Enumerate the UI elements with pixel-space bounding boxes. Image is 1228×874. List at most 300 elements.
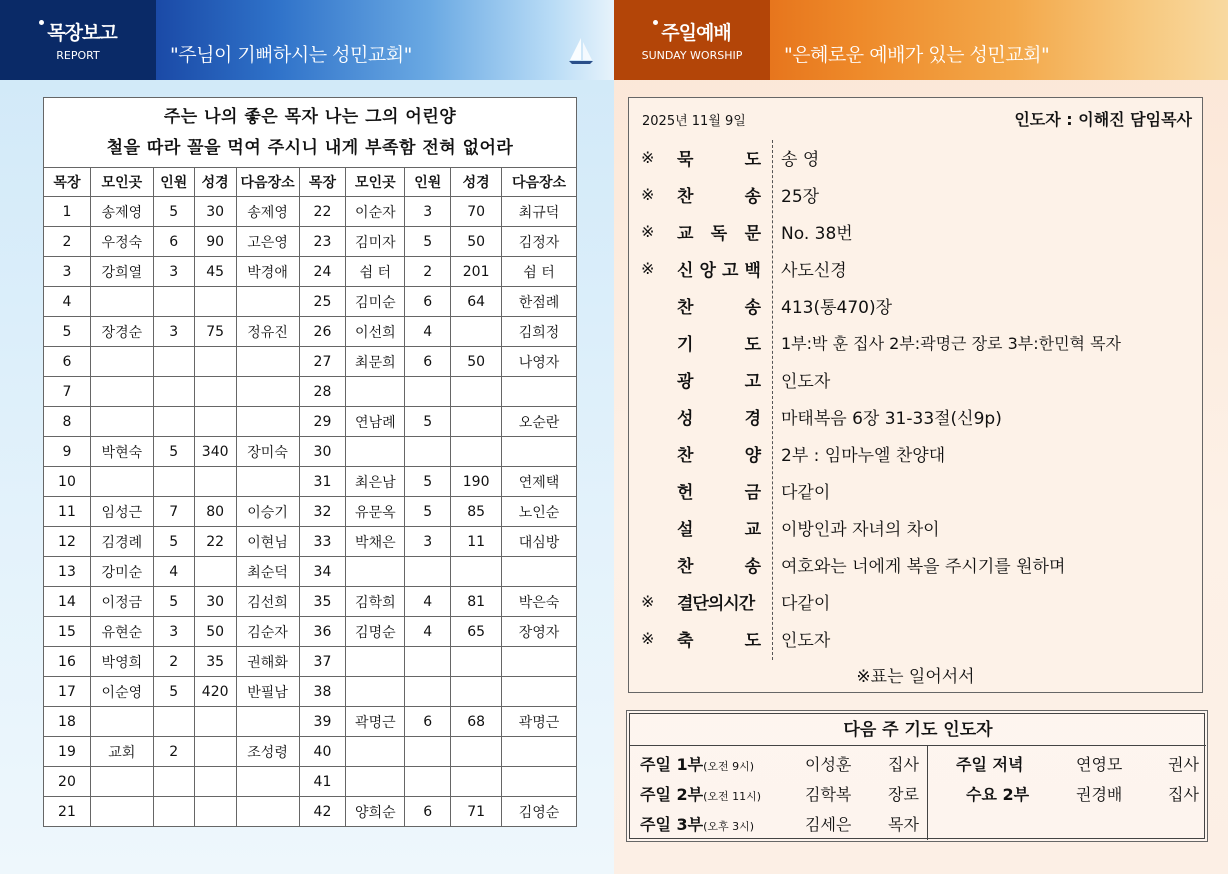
table-cell: 2 xyxy=(44,227,91,257)
table-row xyxy=(44,227,577,257)
table-cell: 6 xyxy=(405,707,451,737)
table-cell: 70 xyxy=(451,197,502,227)
table-cell xyxy=(153,407,194,437)
worship-slogan: "은혜로운 예배가 있는 성민교회" xyxy=(784,44,1050,66)
table-cell: 한점례 xyxy=(502,287,577,317)
prayer-service-time: (오전 9시) xyxy=(703,760,755,773)
order-item-value: 인도자 xyxy=(781,371,831,392)
table-cell: 13 xyxy=(44,557,91,587)
table-cell: 50 xyxy=(451,347,502,377)
table-cell: 5 xyxy=(405,407,451,437)
table-cell: 20 xyxy=(44,767,91,797)
table-cell: 연제택 xyxy=(502,467,577,497)
table-cell xyxy=(90,467,153,497)
order-item-value: 마태복음 6장 31-33절(신9p) xyxy=(781,408,1002,429)
order-item xyxy=(629,435,1202,471)
table-row xyxy=(44,557,577,587)
psalm-verse xyxy=(43,97,577,167)
table-cell: 박은숙 xyxy=(502,587,577,617)
order-item xyxy=(629,139,1202,175)
table-cell: 오순란 xyxy=(502,407,577,437)
table-cell: 5 xyxy=(153,527,194,557)
table-cell: 3 xyxy=(153,257,194,287)
table-cell xyxy=(451,557,502,587)
table-cell xyxy=(194,407,236,437)
table-row xyxy=(44,497,577,527)
order-item-value: 이방인과 자녀의 차이 xyxy=(781,519,940,540)
table-row xyxy=(44,467,577,497)
table-cell xyxy=(153,347,194,377)
table-cell: 50 xyxy=(194,617,236,647)
verse-line-1: 주는 나의 좋은 목자 나는 그의 어린양 xyxy=(163,106,457,127)
table-cell xyxy=(405,437,451,467)
table-cell: 이순영 xyxy=(90,677,153,707)
table-cell: 35 xyxy=(194,647,236,677)
table-row xyxy=(44,407,577,437)
prayer-service-name: 주일 저녁 xyxy=(956,755,1024,774)
prayer-leader-name: 권경배 xyxy=(1076,785,1123,804)
order-item xyxy=(629,213,1202,249)
table-cell: 201 xyxy=(451,257,502,287)
table-cell: 15 xyxy=(44,617,91,647)
dot-icon xyxy=(39,20,44,25)
prayer-service-time: (오후 3시) xyxy=(703,820,755,833)
table-cell: 강희열 xyxy=(90,257,153,287)
table-cell xyxy=(451,407,502,437)
table-row xyxy=(44,677,577,707)
table-cell: 이순자 xyxy=(346,197,405,227)
table-row xyxy=(44,797,577,827)
prayer-service-name: 주일 3부 xyxy=(640,815,704,834)
order-item xyxy=(629,620,1202,656)
table-row xyxy=(44,347,577,377)
table-cell: 11 xyxy=(44,497,91,527)
table-cell: 고은영 xyxy=(236,227,299,257)
table-cell: 3 xyxy=(153,317,194,347)
table-cell: 김희정 xyxy=(502,317,577,347)
table-cell: 50 xyxy=(451,227,502,257)
table-row xyxy=(44,377,577,407)
order-item-value: 413(통470)장 xyxy=(781,297,893,318)
worship-order-box xyxy=(628,97,1203,693)
table-cell: 유현순 xyxy=(90,617,153,647)
table-cell xyxy=(194,797,236,827)
table-cell: 김경례 xyxy=(90,527,153,557)
table-cell: 6 xyxy=(405,797,451,827)
roster-header-cell: 다음장소 xyxy=(236,168,299,197)
table-cell: 유문옥 xyxy=(346,497,405,527)
order-item xyxy=(629,250,1202,286)
table-row xyxy=(44,317,577,347)
table-cell: 강미순 xyxy=(90,557,153,587)
table-cell: 31 xyxy=(299,467,346,497)
order-item-value: 여호와는 너에게 복을 주시기를 원하며 xyxy=(781,556,1066,577)
table-cell: 30 xyxy=(194,587,236,617)
table-cell: 반필남 xyxy=(236,677,299,707)
table-cell xyxy=(236,287,299,317)
order-item-label: 설 교 xyxy=(677,519,761,540)
table-cell: 16 xyxy=(44,647,91,677)
order-item-value: 2부 : 임마누엘 찬양대 xyxy=(781,445,946,466)
table-cell: 34 xyxy=(299,557,346,587)
table-cell xyxy=(405,647,451,677)
table-cell xyxy=(346,677,405,707)
table-cell xyxy=(346,647,405,677)
prayer-leader-role: 권사 xyxy=(1168,755,1199,774)
table-cell: 최문희 xyxy=(346,347,405,377)
table-cell: 나영자 xyxy=(502,347,577,377)
table-cell: 박경애 xyxy=(236,257,299,287)
prayer-service xyxy=(640,780,761,810)
table-row xyxy=(44,707,577,737)
table-cell: 5 xyxy=(153,587,194,617)
table-cell xyxy=(502,377,577,407)
prayer-divider xyxy=(927,746,928,840)
table-cell xyxy=(405,737,451,767)
table-cell: 36 xyxy=(299,617,346,647)
table-cell: 김정자 xyxy=(502,227,577,257)
order-item xyxy=(629,398,1202,434)
table-cell: 5 xyxy=(44,317,91,347)
table-cell xyxy=(194,287,236,317)
order-item-label: 신 앙 고 백 xyxy=(677,260,761,281)
table-row xyxy=(44,737,577,767)
report-badge xyxy=(0,0,156,80)
service-date: 2025년 11월 9일 xyxy=(642,114,746,129)
table-cell: 곽명근 xyxy=(502,707,577,737)
order-item-label: 찬 송 xyxy=(677,186,761,207)
table-cell: 4 xyxy=(405,317,451,347)
table-cell xyxy=(451,377,502,407)
table-cell xyxy=(346,737,405,767)
worship-badge xyxy=(614,0,770,80)
table-cell: 5 xyxy=(153,197,194,227)
table-cell: 80 xyxy=(194,497,236,527)
roster-header-cell: 성경 xyxy=(194,168,236,197)
table-cell xyxy=(90,377,153,407)
order-item xyxy=(629,583,1202,619)
table-cell: 27 xyxy=(299,347,346,377)
table-cell: 8 xyxy=(44,407,91,437)
table-cell: 30 xyxy=(299,437,346,467)
order-item-label: 성 경 xyxy=(677,408,761,429)
table-cell: 김미자 xyxy=(346,227,405,257)
table-cell: 10 xyxy=(44,467,91,497)
table-cell: 12 xyxy=(44,527,91,557)
order-item-value: 인도자 xyxy=(781,630,831,651)
table-cell: 송제영 xyxy=(236,197,299,227)
table-cell xyxy=(346,437,405,467)
table-cell xyxy=(90,767,153,797)
table-cell: 19 xyxy=(44,737,91,767)
order-item-label: 축 도 xyxy=(677,630,761,651)
table-row xyxy=(44,617,577,647)
report-badge-subtitle: REPORT xyxy=(56,49,100,62)
table-cell xyxy=(405,677,451,707)
table-cell: 37 xyxy=(299,647,346,677)
table-cell xyxy=(451,737,502,767)
table-row xyxy=(44,527,577,557)
prayer-leader-name: 이성훈 xyxy=(805,755,852,774)
table-cell xyxy=(502,677,577,707)
roster-header-cell: 성경 xyxy=(451,168,502,197)
stand-mark: ※ xyxy=(641,258,655,278)
report-banner xyxy=(0,0,614,80)
table-cell: 42 xyxy=(299,797,346,827)
roster-header-cell: 모인곳 xyxy=(90,168,153,197)
prayer-leader-role: 집사 xyxy=(1168,785,1199,804)
prayer-leaders-title: 다음 주 기도 인도자 xyxy=(630,714,1206,746)
table-cell: 대심방 xyxy=(502,527,577,557)
table-row xyxy=(44,287,577,317)
table-cell xyxy=(451,317,502,347)
table-cell xyxy=(194,767,236,797)
table-cell: 32 xyxy=(299,497,346,527)
order-item-value: 25장 xyxy=(781,186,820,207)
table-cell xyxy=(153,707,194,737)
table-row xyxy=(44,767,577,797)
table-row xyxy=(44,257,577,287)
table-cell: 3 xyxy=(405,527,451,557)
roster-header-cell: 다음장소 xyxy=(502,168,577,197)
table-cell: 박채은 xyxy=(346,527,405,557)
table-cell xyxy=(153,467,194,497)
table-cell: 65 xyxy=(451,617,502,647)
table-cell: 35 xyxy=(299,587,346,617)
prayer-leader-name: 김학복 xyxy=(805,785,852,804)
table-cell xyxy=(236,467,299,497)
table-cell: 장미숙 xyxy=(236,437,299,467)
table-cell: 우정숙 xyxy=(90,227,153,257)
table-cell: 김명순 xyxy=(346,617,405,647)
order-item-label: 결단의시간 xyxy=(677,593,755,614)
table-cell: 29 xyxy=(299,407,346,437)
table-cell xyxy=(236,407,299,437)
table-cell: 6 xyxy=(405,347,451,377)
table-cell xyxy=(451,437,502,467)
order-item xyxy=(629,361,1202,397)
table-cell: 김영순 xyxy=(502,797,577,827)
table-cell: 이정금 xyxy=(90,587,153,617)
table-cell xyxy=(153,767,194,797)
stand-mark: ※ xyxy=(641,147,655,167)
table-cell: 쉼 터 xyxy=(346,257,405,287)
table-cell: 85 xyxy=(451,497,502,527)
table-cell: 김미순 xyxy=(346,287,405,317)
table-cell xyxy=(451,647,502,677)
table-cell xyxy=(502,647,577,677)
worship-badge-subtitle: SUNDAY WORSHIP xyxy=(641,49,743,62)
prayer-leader-name: 연영모 xyxy=(1076,755,1123,774)
table-cell: 5 xyxy=(405,227,451,257)
prayer-leader-role: 장로 xyxy=(888,785,919,804)
order-item-value: 다같이 xyxy=(781,593,831,614)
prayer-service xyxy=(640,810,754,840)
table-cell: 25 xyxy=(299,287,346,317)
table-cell: 22 xyxy=(194,527,236,557)
table-cell xyxy=(405,557,451,587)
order-item-value: 사도신경 xyxy=(781,260,847,281)
table-cell: 3 xyxy=(44,257,91,287)
prayer-service-name: 주일 2부 xyxy=(640,785,704,804)
roster-header-cell: 인원 xyxy=(153,168,194,197)
table-cell: 5 xyxy=(153,437,194,467)
table-cell: 박현숙 xyxy=(90,437,153,467)
table-cell: 28 xyxy=(299,377,346,407)
order-item xyxy=(629,287,1202,323)
table-cell: 이선희 xyxy=(346,317,405,347)
table-cell: 40 xyxy=(299,737,346,767)
table-cell xyxy=(405,377,451,407)
verse-line-2: 철을 따라 꼴을 먹여 주시니 내게 부족함 전혀 없어라 xyxy=(106,137,514,158)
table-cell xyxy=(194,557,236,587)
table-row xyxy=(44,437,577,467)
table-cell: 81 xyxy=(451,587,502,617)
table-cell: 45 xyxy=(194,257,236,287)
table-cell xyxy=(194,347,236,377)
order-item xyxy=(629,546,1202,582)
table-cell: 박영희 xyxy=(90,647,153,677)
stand-mark: ※ xyxy=(641,221,655,241)
table-cell: 21 xyxy=(44,797,91,827)
roster-header-cell: 모인곳 xyxy=(346,168,405,197)
table-cell: 24 xyxy=(299,257,346,287)
order-item-value: 송 영 xyxy=(781,149,820,170)
stand-note: ※표는 일어서서 xyxy=(856,667,975,687)
order-item xyxy=(629,324,1202,360)
report-slogan: "주님이 기뻐하시는 성민교회" xyxy=(170,44,412,66)
prayer-service-name: 수요 2부 xyxy=(966,785,1030,804)
table-cell: 연남례 xyxy=(346,407,405,437)
prayer-service xyxy=(640,750,754,780)
table-cell: 190 xyxy=(451,467,502,497)
table-cell: 6 xyxy=(153,227,194,257)
table-cell: 90 xyxy=(194,227,236,257)
table-cell: 4 xyxy=(405,617,451,647)
table-cell: 4 xyxy=(153,557,194,587)
table-cell xyxy=(502,437,577,467)
table-cell: 정유진 xyxy=(236,317,299,347)
table-cell: 33 xyxy=(299,527,346,557)
roster-header-row xyxy=(44,168,577,197)
table-cell: 김선희 xyxy=(236,587,299,617)
order-item-label: 기 도 xyxy=(677,334,761,355)
table-cell xyxy=(236,347,299,377)
table-cell xyxy=(502,767,577,797)
order-item-label: 광 고 xyxy=(677,371,761,392)
worship-banner xyxy=(614,0,1228,80)
table-cell xyxy=(90,347,153,377)
order-item-value: 1부:박 훈 집사 2부:곽명근 장로 3부:한민혁 목자 xyxy=(781,333,1121,353)
table-cell: 4 xyxy=(44,287,91,317)
table-cell xyxy=(502,557,577,587)
prayer-service-time: (오전 11시) xyxy=(703,790,762,803)
table-cell: 최규덕 xyxy=(502,197,577,227)
roster-header-cell: 인원 xyxy=(405,168,451,197)
table-cell xyxy=(153,287,194,317)
table-cell xyxy=(502,737,577,767)
table-cell xyxy=(236,377,299,407)
table-cell xyxy=(346,377,405,407)
table-cell: 이승기 xyxy=(236,497,299,527)
table-cell: 김학희 xyxy=(346,587,405,617)
prayer-leader-role: 목자 xyxy=(888,815,919,834)
table-cell: 18 xyxy=(44,707,91,737)
table-cell: 김순자 xyxy=(236,617,299,647)
table-row xyxy=(44,647,577,677)
table-cell xyxy=(194,377,236,407)
table-cell: 5 xyxy=(405,467,451,497)
table-cell xyxy=(153,377,194,407)
prayer-leader-name: 김세은 xyxy=(805,815,852,834)
prayer-leaders-box xyxy=(626,710,1208,842)
table-cell xyxy=(194,467,236,497)
table-cell: 17 xyxy=(44,677,91,707)
table-cell: 38 xyxy=(299,677,346,707)
table-cell xyxy=(194,737,236,767)
order-item-label: 헌 금 xyxy=(677,482,761,503)
table-cell: 최은남 xyxy=(346,467,405,497)
roster-table xyxy=(43,167,577,827)
table-cell: 장영자 xyxy=(502,617,577,647)
roster-header-cell: 목장 xyxy=(44,168,91,197)
table-cell: 9 xyxy=(44,437,91,467)
table-cell xyxy=(90,287,153,317)
cell-report-table xyxy=(43,97,577,827)
table-cell: 권해화 xyxy=(236,647,299,677)
table-cell: 2 xyxy=(153,647,194,677)
table-cell: 71 xyxy=(451,797,502,827)
service-leader: 인도자 : 이해진 담임목사 xyxy=(1014,110,1192,129)
table-cell: 11 xyxy=(451,527,502,557)
table-cell: 노인순 xyxy=(502,497,577,527)
table-cell: 6 xyxy=(44,347,91,377)
order-item-label: 교 독 문 xyxy=(677,223,761,244)
table-cell: 임성근 xyxy=(90,497,153,527)
table-cell: 420 xyxy=(194,677,236,707)
table-cell xyxy=(90,707,153,737)
table-cell: 4 xyxy=(405,587,451,617)
table-cell: 장경순 xyxy=(90,317,153,347)
table-cell: 340 xyxy=(194,437,236,467)
order-item-label: 찬 양 xyxy=(677,445,761,466)
table-cell: 조성령 xyxy=(236,737,299,767)
table-cell xyxy=(346,767,405,797)
table-cell xyxy=(236,767,299,797)
table-cell: 쉼 터 xyxy=(502,257,577,287)
table-cell: 3 xyxy=(405,197,451,227)
roster-header-cell: 목장 xyxy=(299,168,346,197)
worship-badge-title: 주일예배 xyxy=(661,22,731,44)
table-cell: 39 xyxy=(299,707,346,737)
table-cell: 송제영 xyxy=(90,197,153,227)
table-cell: 75 xyxy=(194,317,236,347)
table-cell xyxy=(451,677,502,707)
table-cell: 교회 xyxy=(90,737,153,767)
table-cell: 7 xyxy=(44,377,91,407)
table-cell xyxy=(153,797,194,827)
table-cell: 양희순 xyxy=(346,797,405,827)
table-cell: 5 xyxy=(405,497,451,527)
table-cell xyxy=(236,707,299,737)
table-cell: 6 xyxy=(405,287,451,317)
table-cell xyxy=(90,407,153,437)
order-item xyxy=(629,509,1202,545)
dot-icon xyxy=(653,20,658,25)
order-item-value: 다같이 xyxy=(781,482,831,503)
table-cell: 68 xyxy=(451,707,502,737)
table-row xyxy=(44,587,577,617)
